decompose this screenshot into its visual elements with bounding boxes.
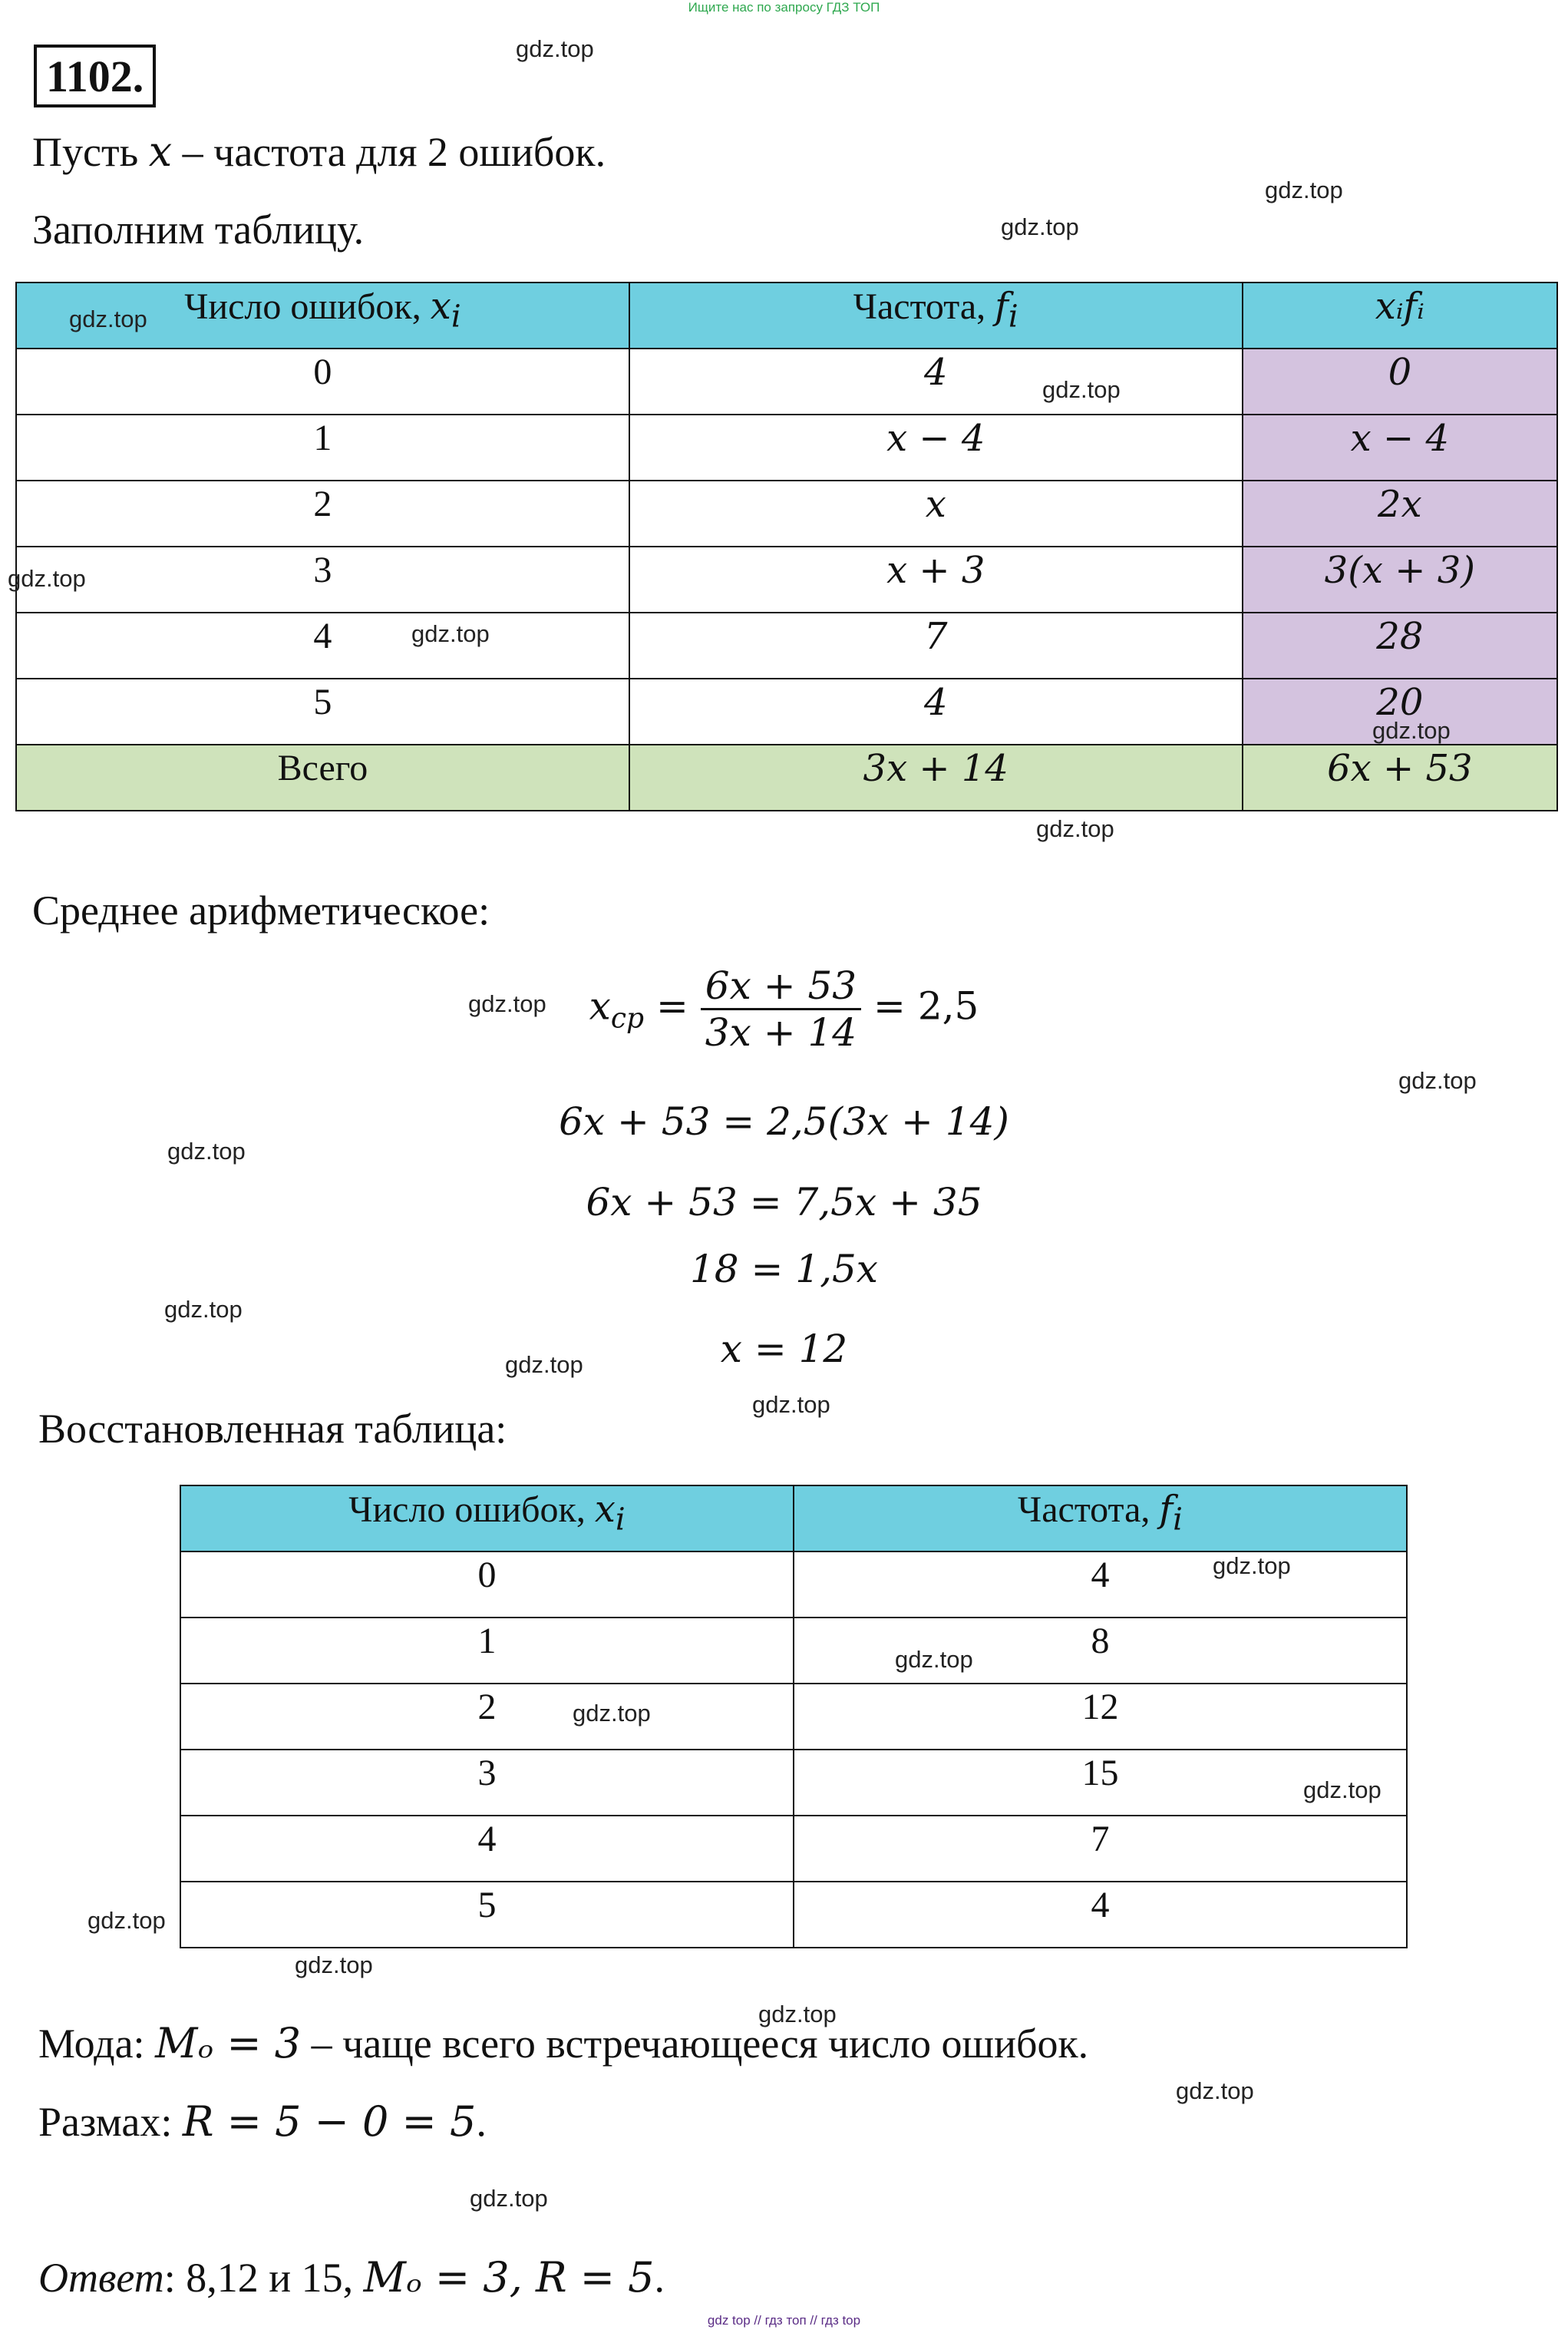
total-product: 6x + 53 [1243,745,1557,811]
restored-table-heading: Восстановленная таблица: [38,1406,507,1452]
cell-errors: 0 [180,1551,794,1618]
mode-expr: Mₒ = 3 [155,2019,302,2067]
answer-text: : 8,12 и 15, [163,2255,364,2301]
top-banner: Ищите нас по запросу ГДЗ ТОП [688,0,880,15]
problem-number: 1102. [34,45,156,107]
answer-suffix: . [654,2255,665,2301]
total-frequency: 3x + 14 [629,745,1243,811]
cell-frequency: 4 [794,1882,1407,1948]
watermark: gdz.top [516,35,594,62]
table-row [180,1618,1407,1684]
watermark: gdz.top [1372,717,1451,744]
header-errors: Число ошибок, $x_i$ [180,1485,794,1551]
mean-heading: Среднее арифметическое: [32,887,490,934]
cell-errors: 3 [16,547,629,613]
watermark: gdz.top [69,306,147,332]
table-row [180,1750,1407,1816]
intro-let-var: x [148,127,173,176]
watermark: gdz.top [1001,213,1079,240]
table-row [16,481,1557,547]
watermark: gdz.top [295,1951,373,1978]
table-row [16,679,1557,745]
cell-product: 20 [1243,679,1557,745]
cell-frequency: 4 [794,1551,1407,1618]
table-row [16,613,1557,679]
cell-errors: 2 [180,1684,794,1750]
header-frequency: Частота, $f_i$ [629,283,1243,349]
watermark: gdz.top [758,2001,837,2027]
watermark: gdz.top [87,1907,166,1934]
intro-let-suffix: – частота для 2 ошибок. [172,129,606,175]
cell-errors: 0 [16,349,629,415]
cell-errors: 2 [16,481,629,547]
watermark: gdz.top [411,620,490,647]
table-header-row [180,1485,1407,1551]
watermark: gdz.top [164,1296,243,1323]
watermark: gdz.top [8,565,86,592]
mean-lhs: x [589,983,611,1029]
table-total-row [16,745,1557,811]
mean-step-1: 6x + 53 = 2,5(3x + 14) [559,1099,1009,1144]
cell-frequency: x + 3 [629,547,1243,613]
intro-let [32,127,606,176]
range-suffix: . [476,2099,487,2145]
answer-line [38,2253,665,2302]
watermark: gdz.top [752,1391,830,1418]
watermark: gdz.top [1398,1067,1477,1094]
watermark: gdz.top [1176,2077,1254,2104]
mode-line [38,2019,1088,2067]
cell-frequency: 15 [794,1750,1407,1816]
mode-label: Мода: [38,2021,156,2067]
cell-frequency: 7 [794,1816,1407,1882]
watermark: gdz.top [505,1351,583,1378]
header-errors: Число ошибок, $x_i$ [16,283,629,349]
cell-product: 0 [1243,349,1557,415]
mean-step-4: x = 12 [720,1327,848,1371]
table-row [16,349,1557,415]
header-product: xᵢfᵢ [1243,283,1557,349]
cell-frequency: 4 [629,349,1243,415]
equals-sign: = [655,983,688,1029]
watermark: gdz.top [1213,1552,1291,1579]
cell-errors: 4 [180,1816,794,1882]
header-frequency: Частота, $f_i$ [794,1485,1407,1551]
range-expr: R = 5 − 0 = 5 [182,2097,477,2146]
mean-fraction [701,963,861,1055]
fraction-numerator: 6x + 53 [701,963,861,1010]
watermark: gdz.top [573,1700,651,1727]
cell-errors: 4 [16,613,629,679]
mean-step-3: 18 = 1,5x [689,1247,879,1291]
cell-product: 3(x + 3) [1243,547,1557,613]
footer-watermark: gdz top // гдз топ // гдз top [707,2313,861,2328]
table-row [16,547,1557,613]
cell-frequency: 7 [629,613,1243,679]
cell-frequency: x − 4 [629,415,1243,481]
watermark: gdz.top [1036,815,1114,842]
watermark: gdz.top [1042,376,1121,403]
mean-step-2: 6x + 53 = 7,5x + 35 [586,1180,982,1224]
cell-errors: 5 [180,1882,794,1948]
table-row [180,1816,1407,1882]
total-label: Всего [16,745,629,811]
frequency-table [15,282,1558,811]
mean-lhs-sub: cp [610,1003,645,1035]
cell-errors: 5 [16,679,629,745]
watermark: gdz.top [1265,177,1343,203]
watermark: gdz.top [1303,1776,1381,1803]
cell-frequency: 12 [794,1684,1407,1750]
cell-errors: 3 [180,1750,794,1816]
cell-product: 28 [1243,613,1557,679]
cell-product: 2x [1243,481,1557,547]
watermark: gdz.top [470,2185,548,2212]
mode-suffix: – чаще всего встречающееся число ошибок. [301,2021,1089,2067]
fraction-denominator: 3x + 14 [705,1010,857,1055]
cell-frequency: x [629,481,1243,547]
watermark: gdz.top [468,990,546,1017]
cell-frequency: 8 [794,1618,1407,1684]
table-row [16,415,1557,481]
table-row [180,1684,1407,1750]
intro-let-prefix: Пусть [32,129,149,175]
answer-label: Ответ [38,2255,164,2301]
cell-errors: 1 [16,415,629,481]
watermark: gdz.top [895,1646,973,1673]
table-header-row [16,283,1557,349]
answer-expr: Mₒ = 3, R = 5 [363,2253,655,2302]
cell-frequency: 4 [629,679,1243,745]
cell-product: x − 4 [1243,415,1557,481]
mean-rhs: = 2,5 [873,983,979,1029]
mean-formula [0,963,1568,1055]
cell-errors: 1 [180,1618,794,1684]
intro-fill: Заполним таблицу. [32,207,365,253]
range-line [38,2097,487,2146]
range-label: Размах: [38,2099,183,2145]
table-row [180,1882,1407,1948]
watermark: gdz.top [167,1138,246,1165]
